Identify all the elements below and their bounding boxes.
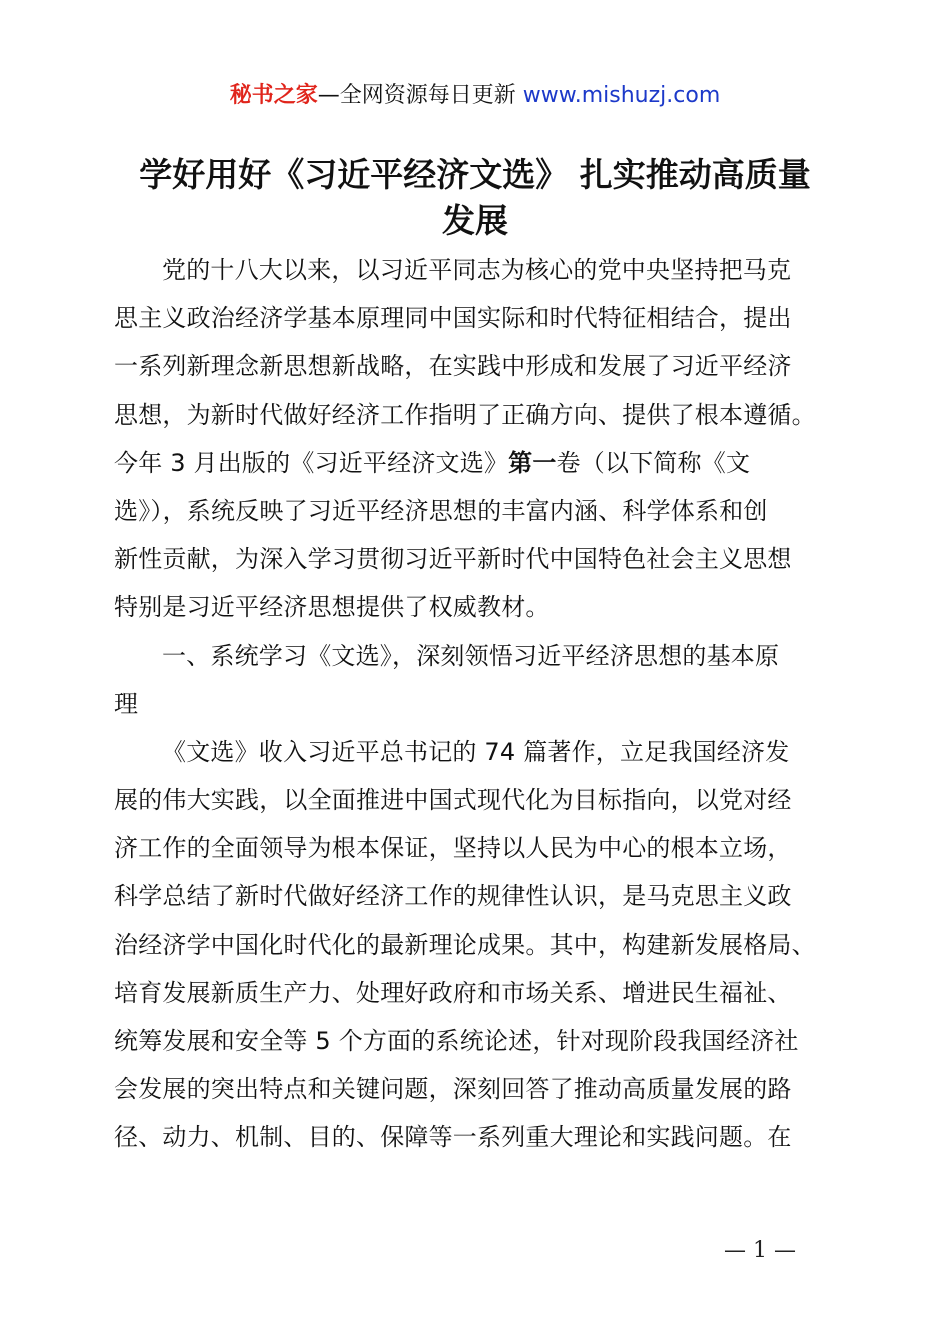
paragraph-line: 科学总结了新时代做好经济工作的规律性认识，是马克思主义政 [114,882,792,911]
title-line-1: 学好用好《习近平经济文选》 扎实推动高质量 [139,155,811,194]
section-heading-line: 理 [114,689,139,718]
page-number: — 1 — [724,1238,796,1263]
paragraph-fragment: 卷（以下简称《文 [556,448,751,477]
paragraph-line: 特别是习近平经济思想提供了权威教材。 [114,593,550,622]
section-heading-line: 一、系统学习《文选》，深刻领悟习近平经济思想的基本原 [162,641,780,670]
paragraph-line: 培育发展新质生产力、处理好政府和市场关系、增进民生福祉、 [114,978,792,1007]
paragraph-line: 一系列新理念新思想新战略，在实践中形成和发展了习近平经济 [114,352,792,381]
paragraph-line: 《文选》收入习近平总书记的 74 篇著作，立足我国经济发 [162,737,790,766]
paragraph-line: 新性贡献，为深入学习贯彻习近平新时代中国特色社会主义思想 [114,545,792,574]
paragraph-line: 径、动力、机制、目的、保障等一系列重大理论和实践问题。在 [114,1123,792,1152]
title-line-2: 发展 [442,201,508,240]
paragraph-line: 会发展的突出特点和关键问题，深刻回答了推动高质量发展的路 [114,1075,792,1104]
paragraph-line: 思想，为新时代做好经济工作指明了正确方向、提供了根本遵循。 [114,400,816,429]
bold-fragment: 第一 [508,448,557,477]
paragraph-fragment: 今年 3 月出版的《习近平经济文选》 [114,448,509,477]
site-header [0,78,950,114]
brand-name: 秘书之家 [229,83,318,108]
paragraph-line: 统筹发展和安全等 5 个方面的系统论述，针对现阶段我国经济社 [114,1027,799,1055]
site-url-link[interactable]: www.mishuzj.com [522,83,721,108]
header-tagline: —全网资源每日更新 [317,83,523,108]
document-body [114,246,844,1162]
paragraph-line [114,439,844,487]
paragraph-line: 选》），系统反映了习近平经济思想的丰富内涵、科学体系和创 [114,496,768,525]
paragraph-line: 济工作的全面领导为根本保证，坚持以人民为中心的根本立场， [114,834,792,863]
paragraph-line: 党的十八大以来，以习近平同志为核心的党中央坚持把马克 [162,256,792,284]
document-title [110,152,840,244]
paragraph-line: 治经济学中国化时代化的最新理论成果。其中，构建新发展格局、 [114,930,816,959]
paragraph-line: 思主义政治经济学基本原理同中国实际和时代特征相结合，提出 [114,304,792,333]
paragraph-line: 展的伟大实践，以全面推进中国式现代化为目标指向，以党对经 [114,786,792,815]
